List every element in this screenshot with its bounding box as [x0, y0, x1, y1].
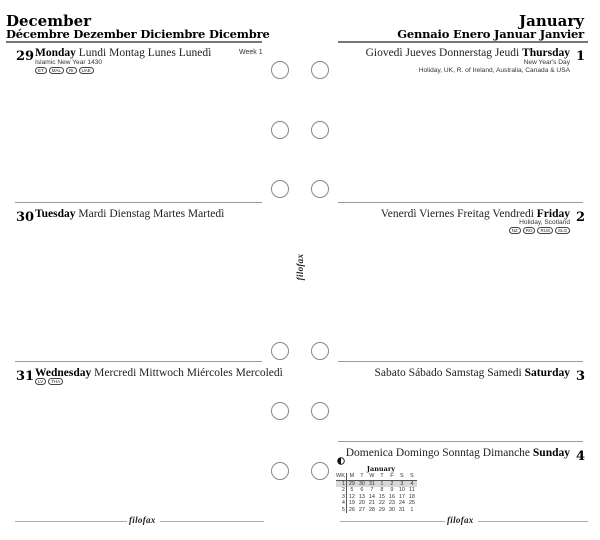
day-number: 30 [16, 210, 35, 225]
day-name: Thursday [522, 47, 570, 59]
day-name: Friday [536, 208, 570, 220]
mini-calendar-header: T [377, 473, 387, 480]
mini-calendar-title: January [366, 465, 396, 473]
mini-calendar-header: F [387, 473, 397, 480]
ring-hole [271, 462, 289, 480]
day-translations: Mardi Dienstag Martes Martedì [78, 208, 225, 220]
mini-calendar-cell: 5 [350, 487, 354, 493]
mini-calendar-cell: 22 [378, 500, 385, 506]
ring-hole [311, 61, 329, 79]
mini-calendar-cell: 18 [408, 493, 415, 500]
day-number: 2 [575, 210, 585, 225]
mini-calendar-header: T [357, 473, 367, 480]
mini-calendar-cell: 24 [398, 500, 405, 506]
day-translations: Domenica Domingo Sonntag Dimanche [345, 447, 531, 459]
day-name: Wednesday [35, 367, 92, 379]
country-badge: ET [35, 67, 47, 74]
mini-calendar-grid [336, 473, 417, 513]
mini-calendar-cell: 25 [408, 500, 415, 506]
mini-calendar-cell: 29 [378, 506, 385, 513]
ring-hole [271, 342, 289, 360]
country-badge: RO [523, 227, 536, 234]
country-badge: RI [66, 67, 77, 74]
mini-calendar-cell: 11 [409, 487, 415, 493]
mini-calendar-cell: 30 [388, 506, 395, 513]
day-translations: Sabato Sábado Samstag Samedi [374, 367, 522, 379]
ring-hole [311, 180, 329, 198]
mini-calendar-header: S [407, 473, 417, 480]
country-badge: SLO [555, 227, 570, 234]
week-number: Week 1 [239, 49, 263, 56]
mini-calendar-cell: 3 [336, 494, 346, 501]
country-badge: MAL [49, 67, 64, 74]
day-entry-wednesday[interactable] [16, 365, 34, 384]
mini-calendar-header: W [367, 473, 377, 480]
mini-calendar-cell: 30 [358, 480, 365, 487]
ring-hole [271, 180, 289, 198]
ring-hole [311, 342, 329, 360]
country-badge: THA [48, 378, 63, 385]
mini-calendar-cell: 3 [397, 480, 407, 487]
footer-rule [478, 521, 588, 522]
mini-calendar-cell: 14 [368, 493, 375, 500]
mini-calendar-cell: 9 [390, 487, 394, 493]
mini-calendar-cell: 1 [410, 506, 414, 513]
country-badge: LV [35, 378, 46, 385]
day-name: Monday [35, 47, 76, 59]
day-divider [338, 361, 583, 362]
mini-calendar-cell: 28 [368, 506, 375, 513]
mini-calendar-cell: 12 [348, 493, 355, 500]
mini-calendar-cell: 26 [348, 506, 355, 513]
ring-hole [271, 402, 289, 420]
day-translations: Lundi Montag Lunes Lunedì [78, 47, 212, 59]
mini-calendar-cell: 1 [377, 480, 387, 487]
country-badges [35, 67, 94, 74]
day-entry-thursday[interactable] [576, 45, 585, 64]
day-name: Saturday [524, 367, 570, 379]
mini-calendar-header: M [346, 473, 357, 480]
mini-calendar-cell: 23 [388, 500, 395, 506]
day-divider [338, 441, 583, 442]
day-number: 31 [16, 369, 35, 384]
day-translations: Mercredi Mittwoch Miércoles Mercoledì [94, 367, 283, 379]
mini-calendar-cell: 31 [368, 480, 375, 487]
day-heading-tuesday [35, 207, 224, 221]
day-number: 29 [16, 49, 35, 64]
mini-calendar-cell: 4 [407, 480, 417, 487]
mini-calendar-week-row [336, 480, 417, 487]
mini-calendar-cell: 27 [358, 506, 365, 513]
spine-filofax-logo: filofax [295, 253, 305, 281]
mini-calendar-cell: 13 [358, 493, 365, 500]
day-entry-friday[interactable] [576, 206, 585, 225]
right-month-title: January [519, 12, 584, 30]
day-entry-monday[interactable] [16, 45, 34, 64]
day-translations: Venerdì Viernes Freitag Vendredi [380, 208, 534, 220]
mini-calendar-cell: 1 [336, 480, 346, 487]
mini-calendar-cell: 6 [360, 487, 364, 493]
filofax-logo: filofax [129, 515, 156, 525]
country-badges [35, 378, 63, 385]
day-heading-saturday [375, 366, 571, 380]
mini-calendar-header: S [397, 473, 407, 480]
filofax-logo: filofax [447, 515, 474, 525]
mini-calendar-cell: 2 [387, 480, 397, 487]
day-entry-tuesday[interactable] [16, 206, 34, 225]
day-note: Holiday, Scotland [519, 219, 570, 226]
left-month-translations: Décembre Dezember Diciembre Dicembre [6, 27, 270, 41]
mini-calendar-header-row [336, 473, 417, 480]
day-note: New Year's Day [523, 59, 570, 66]
left-header-rule [6, 41, 262, 43]
mini-calendar-cell: 21 [368, 500, 375, 506]
day-note: Islamic New Year 1430 [35, 59, 103, 66]
day-number: 4 [575, 449, 585, 464]
mini-calendar [336, 465, 420, 513]
ring-hole [311, 462, 329, 480]
footer-rule [160, 521, 264, 522]
day-divider [15, 361, 262, 362]
country-badge: NZ [509, 227, 521, 234]
ring-hole [271, 121, 289, 139]
ring-hole [271, 61, 289, 79]
mini-calendar-cell: 19 [348, 500, 355, 506]
day-heading-wednesday [35, 366, 283, 380]
mini-calendar-cell: 10 [398, 487, 405, 493]
mini-calendar-week-row [336, 507, 417, 514]
country-badge: RUS [537, 227, 553, 234]
ring-hole [311, 402, 329, 420]
mini-calendar-cell: 29 [346, 480, 357, 487]
day-number: 1 [575, 49, 585, 64]
day-heading-sunday [346, 446, 570, 460]
mini-calendar-cell: 31 [398, 506, 405, 513]
mini-calendar-cell: 17 [398, 493, 405, 500]
day-entry-sunday[interactable] [576, 445, 585, 464]
footer-rule [340, 521, 445, 522]
country-badges [509, 227, 570, 234]
mini-calendar-cell: 8 [380, 487, 384, 493]
left-month-title: December [6, 12, 92, 30]
ring-hole [311, 121, 329, 139]
first-quarter-moon-icon [337, 457, 345, 465]
mini-calendar-cell: 2 [336, 487, 346, 494]
day-entry-saturday[interactable] [576, 365, 585, 384]
day-heading-monday [35, 46, 211, 60]
footer-rule [15, 521, 127, 522]
mini-calendar-cell: 15 [378, 493, 385, 500]
mini-calendar-cell: 16 [388, 493, 395, 500]
right-month-translations: Gennaio Enero Januar Janvier [397, 27, 584, 41]
mini-calendar-cell: 7 [370, 487, 374, 493]
day-name: Tuesday [35, 208, 76, 220]
day-divider [15, 202, 262, 203]
right-header-rule [338, 41, 588, 43]
country-badge: UAE [79, 67, 94, 74]
day-heading-thursday [366, 46, 570, 60]
day-note: Holiday, UK, R. of Ireland, Australia, Canada & USA [418, 67, 570, 74]
day-translations: Giovedì Jueves Donnerstag Jeudi [365, 47, 520, 59]
mini-calendar-cell: 20 [358, 500, 365, 506]
mini-calendar-header: WK [336, 473, 345, 479]
day-name: Sunday [532, 447, 570, 459]
day-number: 3 [575, 369, 585, 384]
day-divider [338, 202, 583, 203]
mini-calendar-cell: 5 [336, 507, 346, 514]
mini-calendar-cell: 4 [336, 500, 346, 507]
